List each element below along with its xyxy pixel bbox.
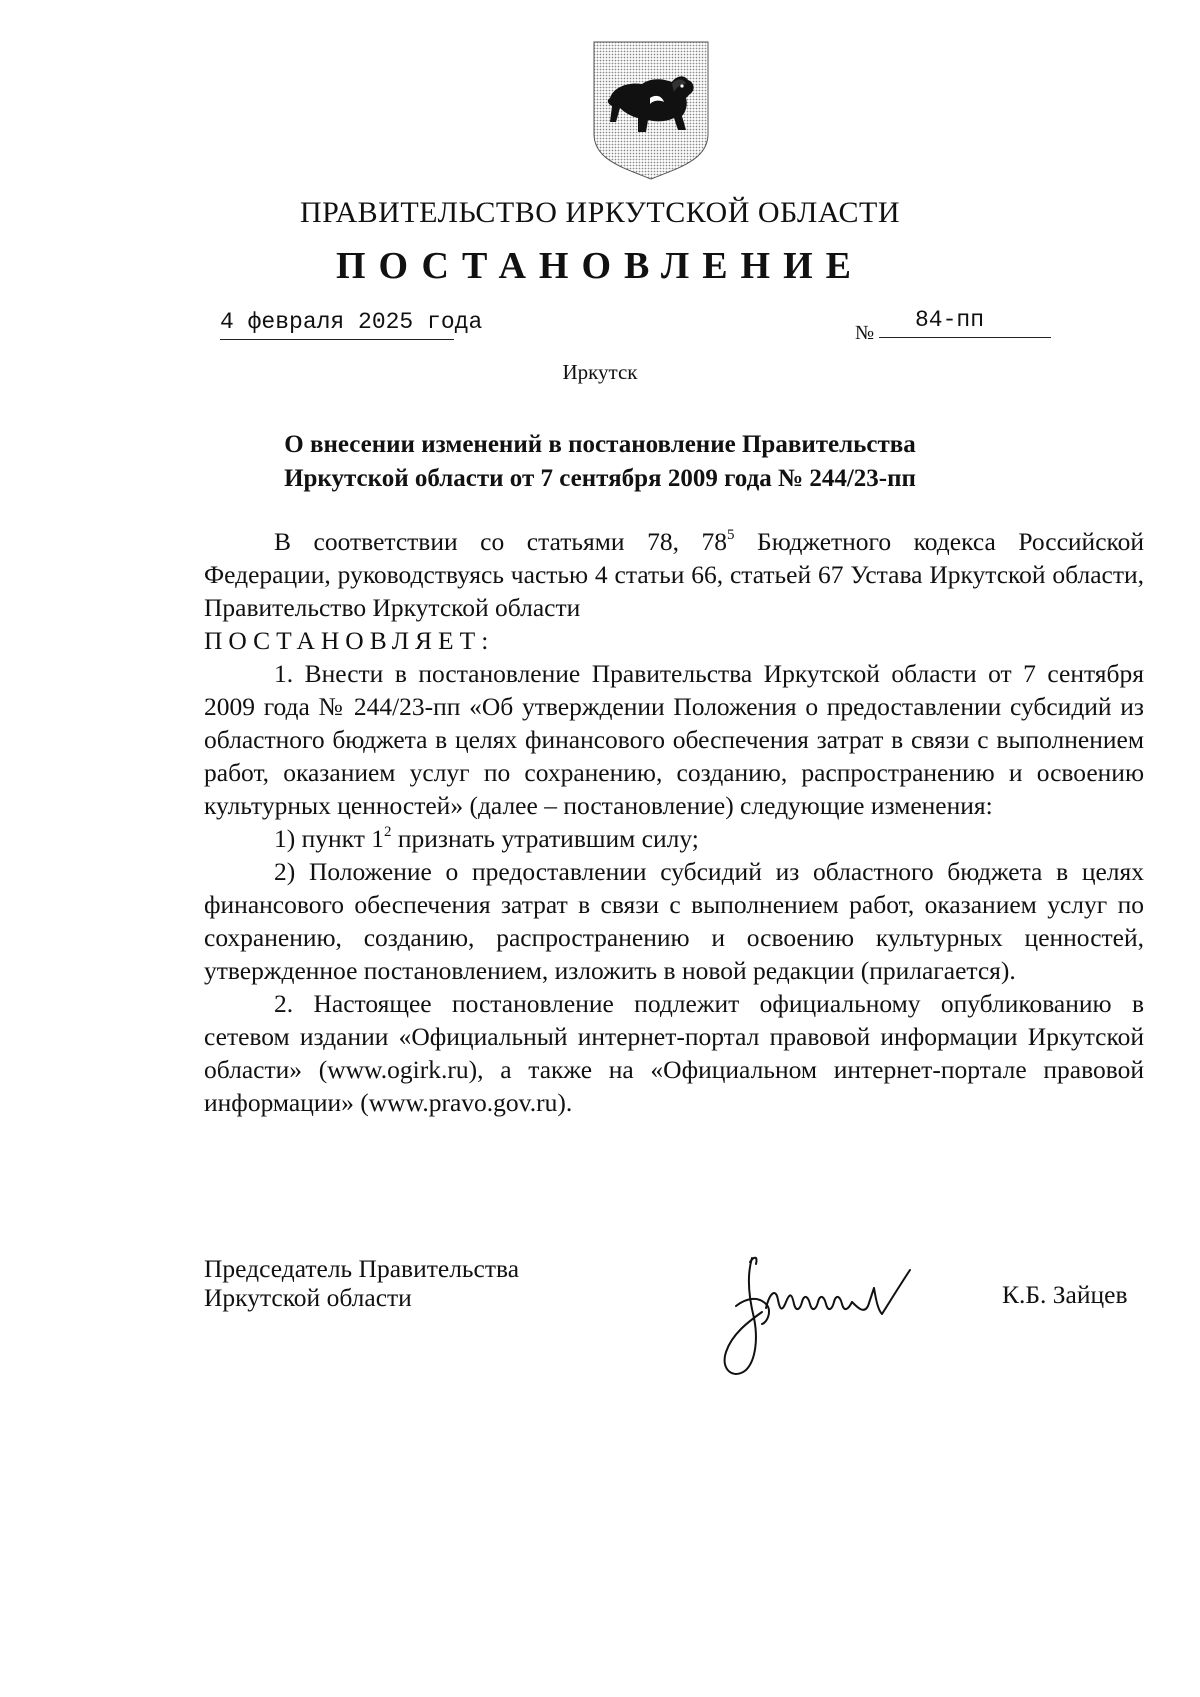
item-2: 2. Настоящее постановление подлежит официальному опубликованию в сетевом издании «Официальный интернет-портал правовой информации Иркутской области» (www.ogirk.ru), а также на «Официальном интернет-портале правовой информации» (www.pravo.gov.ru). bbox=[204, 989, 1144, 1117]
subitem-1-text-a: 1) пункт 1 bbox=[274, 824, 384, 853]
preamble-superscript: 5 bbox=[727, 526, 735, 543]
preamble-text-b: Бюджетного кодекса Российской Федерации, руководствуясь частью 4 статьи 66, статьей 67 Устава Иркутской области, Правительство Иркутской области bbox=[204, 527, 1144, 622]
handwritten-signature bbox=[706, 1248, 956, 1388]
document-body bbox=[204, 525, 1144, 1119]
subitem-1-text-b: признать утратившим силу; bbox=[391, 824, 699, 853]
government-name: ПРАВИТЕЛЬСТВО ИРКУТСКОЙ ОБЛАСТИ bbox=[299, 196, 901, 229]
resolves-word: ПОСТАНОВЛЯЕТ: bbox=[204, 626, 495, 655]
number-sign: № bbox=[855, 322, 875, 344]
signer-position bbox=[204, 1254, 519, 1312]
subject-line-1: О внесении изменений в постановление Правительства bbox=[284, 431, 916, 458]
signer-name: К.Б. Зайцев bbox=[1002, 1280, 1128, 1309]
item-1-subitem-1 bbox=[204, 822, 1144, 855]
preamble bbox=[204, 525, 1144, 624]
subject-line-2: Иркутской области от 7 сентября 2009 года № 244/23-пп bbox=[284, 465, 916, 492]
preamble-text-a: В соответствии со статьями 78, 78 bbox=[274, 527, 727, 556]
item-1: 1. Внести в постановление Правительства Иркутской области от 7 сентября 2009 года № 244/23-пп «Об утверждении Положения о предоставлении субсидий из областного бюджета в целях финансового обеспечения затрат в связи с выполнением работ, оказанием услуг по сохранению, созданию, распространению и освоению культурных ценностей» (далее – постановление) следующие изменения: bbox=[204, 659, 1144, 820]
document-subject bbox=[0, 428, 1200, 496]
item-1-subitem-2: 2) Положение о предоставлении субсидий из областного бюджета в целях финансового обеспечения затрат в связи с выполнением работ, оказанием услуг по сохранению, созданию, распространению и освоению культурных ценностей, утвержденное постановлением, изложить в новой редакции (прилагается). bbox=[204, 857, 1144, 985]
document-number: 84-пп bbox=[879, 307, 1051, 338]
city: Иркутск bbox=[562, 360, 638, 384]
signer-position-line-2: Иркутской области bbox=[204, 1283, 412, 1312]
subitem-1-superscript: 2 bbox=[383, 823, 392, 840]
document-type: ПОСТАНОВЛЕНИЕ bbox=[335, 245, 865, 287]
irkutsk-coat-of-arms-icon bbox=[590, 38, 712, 182]
document-date: 4 февраля 2025 года bbox=[220, 309, 454, 340]
signer-position-line-1: Председатель Правительства bbox=[204, 1254, 520, 1283]
